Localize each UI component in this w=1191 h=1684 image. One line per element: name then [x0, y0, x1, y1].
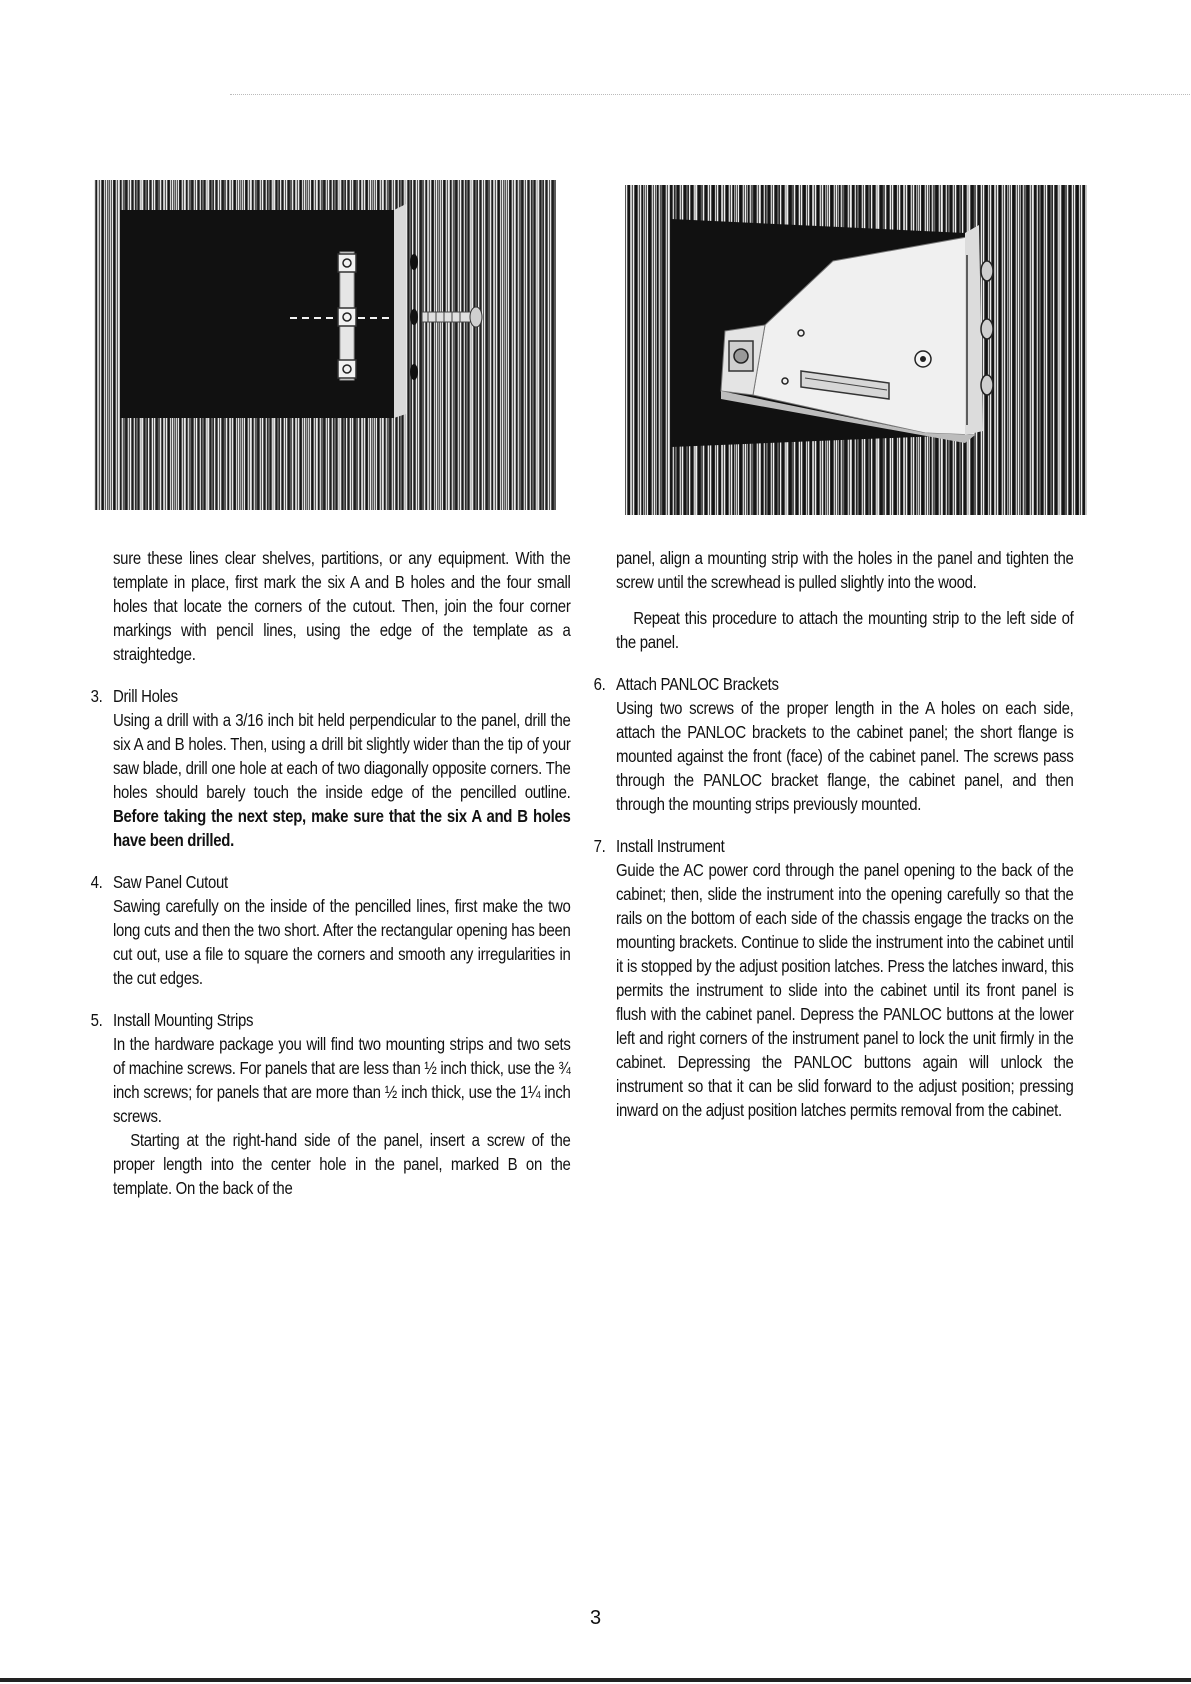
- step-4: [90, 870, 571, 990]
- step-3: [90, 684, 571, 852]
- intro-paragraph: sure these lines clear shelves, partitions, or any equipment. With the template in place, first mark the six A and B holes and the four small holes that locate the corners of the cutout. Then, join the four corner markings with pencil lines, using the edge of the template as a straightedge.: [113, 548, 571, 664]
- repeat-paragraph: Repeat this procedure to attach the mounting strip to the left side of the panel.: [616, 608, 1074, 652]
- scan-artifact-line: [230, 94, 1190, 95]
- step-body: Guide the AC power cord through the panel opening to the back of the cabinet; then, slide the instrument into the opening carefully so that the rails on the bottom of each side of the chassis engage the tracks on the mounting brackets. Continue to slide the instrument into the cabinet until it is stopped by the adjust position latches. Press the latches inward, this permits the instrument to slide into the cabinet until its front panel is flush with the cabinet panel. Depress the PANLOC buttons at the lower left and right corners of the instrument panel to lock the unit firmly in the cabinet. Depressing the PANLOC buttons again will unlock the instrument so that it can be slid forward to the adjust position; pressing inward on the adjust position latches permits removal from the cabinet.: [616, 860, 1074, 1120]
- step-title: Install Mounting Strips: [113, 1010, 254, 1030]
- step-body: Sawing carefully on the inside of the pencilled lines, first make the two long cuts and then the two short. After the rectangular opening has been cut out, use a file to square the corners and smooth any irregularities in the cut edges.: [113, 896, 571, 988]
- step-title: Drill Holes: [113, 686, 178, 706]
- step-6: [593, 672, 1074, 816]
- step-5: [90, 1008, 571, 1200]
- step-title: Saw Panel Cutout: [113, 872, 228, 892]
- panloc-bracket-photo: [625, 185, 1087, 515]
- step-body: In the hardware package you will find two mounting strips and two sets of machine screws. For panels that are less than ½ inch thick, use the ¾ inch screws; for panels that are more than ½ inch thick, use the 1¼ inch screws.: [113, 1034, 571, 1126]
- page-bottom-rule: [0, 1678, 1191, 1682]
- mounting-strip-photo: [94, 180, 556, 510]
- step-body-text: Using a drill with a 3/16 inch bit held perpendicular to the panel, drill the six A and B holes. Then, using a drill bit slightly wider than the tip of your saw blade, drill one hole at each of two diagonally opposite corners. The holes should barely touch the inside edge of the pencilled outline.: [113, 710, 571, 802]
- left-text-column: [90, 546, 571, 1200]
- step-body: [113, 708, 571, 852]
- step-title: Install Instrument: [616, 836, 725, 856]
- right-text-column: [593, 546, 1074, 1122]
- step-number: 4.: [90, 872, 103, 892]
- page-number: 3: [589, 1607, 602, 1629]
- step-number: 7.: [593, 836, 606, 856]
- continuation-paragraph: panel, align a mounting strip with the holes in the panel and tighten the screw until the screwhead is pulled slightly into the wood.: [616, 548, 1074, 592]
- step-body-continued: Starting at the right-hand side of the panel, insert a screw of the proper length into the center hole in the panel, marked B on the template. On the back of the: [113, 1130, 571, 1198]
- step-title: Attach PANLOC Brackets: [616, 674, 779, 694]
- step-number: 5.: [90, 1010, 103, 1030]
- step-warning: Before taking the next step, make sure that the six A and B holes have been drilled.: [113, 806, 571, 850]
- step-7: [593, 834, 1074, 1122]
- step-number: 3.: [90, 686, 103, 706]
- step-body: Using two screws of the proper length in the A holes on each side, attach the PANLOC brackets to the cabinet panel; the short flange is mounted against the front (face) of the cabinet panel. The screws pass through the PANLOC bracket flange, the cabinet panel, and then through the mounting strips previously mounted.: [616, 698, 1074, 814]
- step-number: 6.: [593, 674, 606, 694]
